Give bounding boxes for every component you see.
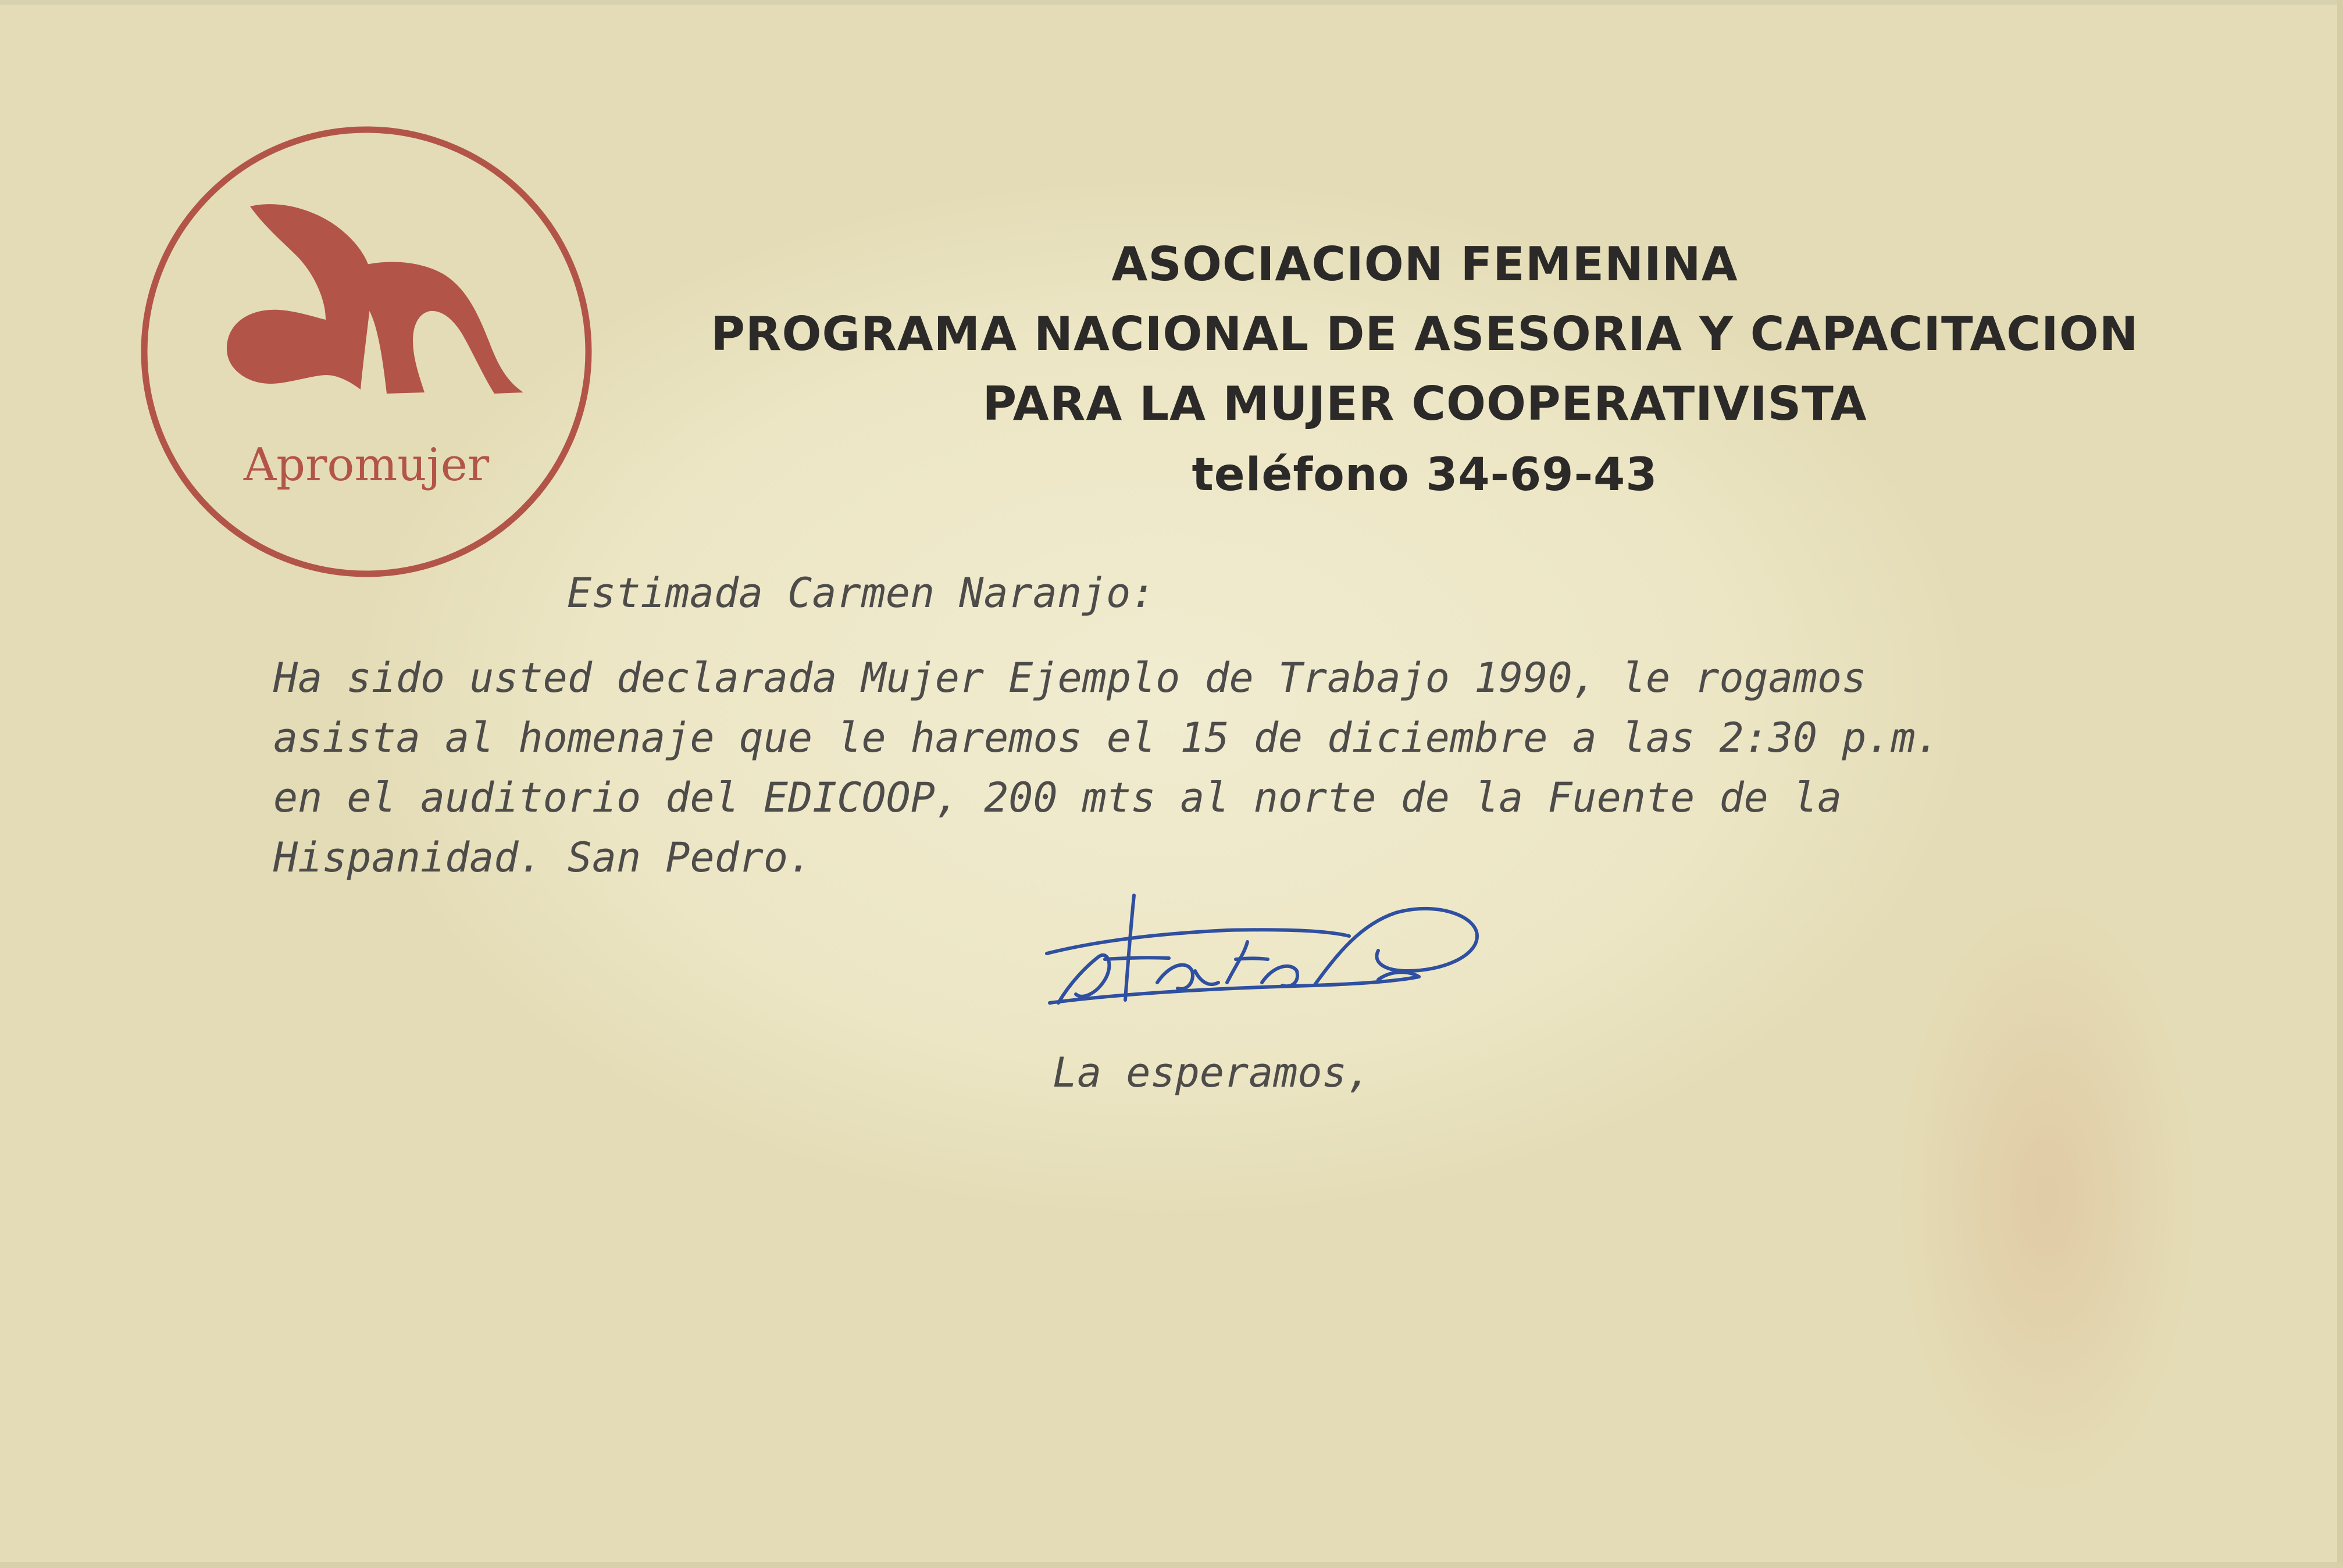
- scan-edge-top: [0, 0, 2343, 5]
- letter-body-line: en el auditorio del EDICOOP, 200 mts al norte de la Fuente de la: [273, 774, 1842, 821]
- header-phone: teléfono 34-69-43: [1192, 449, 1658, 501]
- logo-brand-name: Apromujer: [243, 439, 490, 491]
- header-line-association: ASOCIACION FEMENINA: [1111, 237, 1738, 291]
- apromujer-logo: [140, 125, 593, 578]
- letter-body: [273, 648, 1940, 888]
- letterhead: [640, 230, 2210, 510]
- header-line-cooperative: PARA LA MUJER COOPERATIVISTA: [982, 377, 1867, 431]
- handwritten-signature: [1035, 884, 1500, 1017]
- letter-closing: La esperamos,: [1053, 1049, 1371, 1096]
- letter-body-line: Hispanidad. San Pedro.: [273, 834, 813, 881]
- letter-body-line: asista al homenaje que le haremos el 15 de diciembre a las 2:30 p.m.: [273, 714, 1940, 762]
- scan-edge-right: [2337, 0, 2343, 1568]
- letter-body-line: Ha sido usted declarada Mujer Ejemplo de Trabajo 1990, le rogamos: [273, 654, 1867, 702]
- letter-salutation: Estimada Carmen Naranjo:: [567, 569, 1156, 617]
- logo-mark-icon: [140, 125, 593, 578]
- header-line-program: PROGRAMA NACIONAL DE ASESORIA Y CAPACITACION: [711, 307, 2139, 361]
- scan-edge-bottom: [0, 1562, 2343, 1568]
- signature-icon: [1035, 884, 1500, 1017]
